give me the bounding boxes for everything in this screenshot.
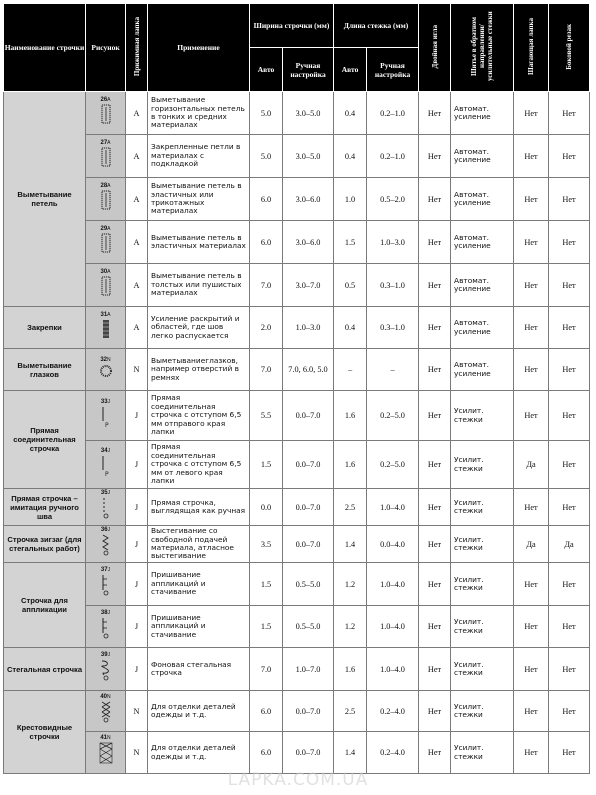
stitch-straightP-icon (86, 455, 125, 482)
twin-needle: Нет (419, 307, 451, 349)
width-manual: 0.0–7.0 (283, 441, 334, 489)
header-twin-needle: Двойная игла (419, 4, 451, 92)
stitch-straightP-icon (86, 406, 125, 433)
stitch-picture (86, 178, 126, 221)
stitch-number (86, 399, 125, 406)
length-manual: 1.0–4.0 (367, 606, 419, 648)
stitch-buttonhole-icon (86, 233, 125, 258)
walking-foot: Нет (514, 264, 549, 307)
reverse-stitch: Автомат. усиление (451, 178, 514, 221)
stitch-number-value: 33 (100, 398, 108, 405)
side-cutter: Нет (549, 221, 590, 264)
stitch-foot-code: A (107, 311, 111, 318)
table-row (4, 264, 590, 307)
stitch-picture (86, 563, 126, 606)
walking-foot: Нет (514, 92, 549, 135)
reverse-stitch: Автомат. усиление (451, 92, 514, 135)
stitch-number-value: 28 (100, 183, 108, 189)
presser-foot: N (126, 691, 148, 732)
application-text: Выметывание петель в толстых или пушистых материалах (148, 264, 250, 307)
stitch-number (86, 652, 125, 659)
presser-foot: N (126, 349, 148, 391)
side-cutter: Нет (549, 732, 590, 774)
length-auto: 0.4 (334, 307, 367, 349)
twin-needle: Нет (419, 178, 451, 221)
width-auto: 0.0 (250, 489, 283, 526)
stitch-applique-icon (86, 617, 125, 644)
reverse-stitch: Усилит. стежки (451, 489, 514, 526)
table-row (4, 307, 590, 349)
reverse-stitch: Усилит. стежки (451, 691, 514, 732)
length-auto: 1.4 (334, 732, 367, 774)
width-manual: 0.0–7.0 (283, 732, 334, 774)
width-manual: 3.0–7.0 (283, 264, 334, 307)
width-auto: 7.0 (250, 349, 283, 391)
walking-foot: Нет (514, 732, 549, 774)
width-auto: 7.0 (250, 648, 283, 691)
stitch-foot-code: A (107, 97, 111, 103)
stitch-applique-icon (86, 574, 125, 601)
stitch-picture (86, 307, 126, 349)
length-manual: 1.0–4.0 (367, 563, 419, 606)
presser-foot: A (126, 92, 148, 135)
side-cutter: Нет (549, 264, 590, 307)
header-application: Применение (148, 4, 250, 92)
stitch-number-value: 32 (100, 356, 108, 363)
header-width: Ширина строчки (мм) (250, 4, 334, 48)
stitch-picture (86, 391, 126, 441)
twin-needle: Нет (419, 606, 451, 648)
stitch-foot-code: A (107, 183, 111, 189)
table-header (4, 4, 590, 92)
application-text: Прямая соединительная строчка с отступом 6,5 мм отправого края лапки (148, 391, 250, 441)
width-auto: 3.5 (250, 526, 283, 563)
stitch-number-value: 39 (100, 652, 108, 658)
application-text: Пришивание аппликаций и стачивание (148, 606, 250, 648)
length-auto: 2.5 (334, 489, 367, 526)
reverse-stitch: Автомат. усиление (451, 349, 514, 391)
twin-needle: Нет (419, 691, 451, 732)
twin-needle: Нет (419, 441, 451, 489)
table-row (4, 178, 590, 221)
twin-needle: Нет (419, 489, 451, 526)
length-auto: 1.2 (334, 606, 367, 648)
stitch-buttonhole-icon (86, 190, 125, 215)
stitch-number-value: 29 (100, 226, 108, 232)
stitch-dashed-icon (86, 497, 125, 524)
application-text: Усиление раскрытий и областей, где шов легко распускается (148, 307, 250, 349)
twin-needle: Нет (419, 391, 451, 441)
application-text: Закрепленные петли в материалах с подкладкой (148, 135, 250, 178)
side-cutter: Нет (549, 489, 590, 526)
stitch-picture (86, 264, 126, 307)
length-manual: 0.2–4.0 (367, 732, 419, 774)
stitch-picture (86, 489, 126, 526)
stitch-foot-code: N (107, 734, 111, 741)
width-auto: 6.0 (250, 221, 283, 264)
length-auto: 2.5 (334, 691, 367, 732)
length-auto: 1.6 (334, 441, 367, 489)
walking-foot: Нет (514, 221, 549, 264)
walking-foot: Нет (514, 489, 549, 526)
stitch-buttonhole-icon (86, 104, 125, 129)
reverse-stitch: Усилит. стежки (451, 732, 514, 774)
stitch-foot-code: J (107, 652, 111, 658)
presser-foot: J (126, 441, 148, 489)
stitch-table (3, 3, 590, 774)
length-manual: 0.2–5.0 (367, 391, 419, 441)
width-auto: 6.0 (250, 732, 283, 774)
stitch-picture (86, 526, 126, 563)
width-auto: 1.5 (250, 563, 283, 606)
stitch-picture (86, 221, 126, 264)
table-row (4, 391, 590, 441)
walking-foot: Нет (514, 648, 549, 691)
header-walking-foot: Шагающая лапка (514, 4, 549, 92)
application-text: Выметывание петель в эластичных или трикотажных материалах (148, 178, 250, 221)
stitch-number (86, 610, 125, 617)
length-auto: 1.6 (334, 648, 367, 691)
stitch-stipple-icon (86, 659, 125, 686)
header-length: Длина стежка (мм) (334, 4, 419, 48)
stitch-picture (86, 441, 126, 489)
width-manual: 7.0, 6.0, 5.0 (283, 349, 334, 391)
twin-needle: Нет (419, 648, 451, 691)
stitch-number (86, 140, 125, 147)
width-manual: 3.0–6.0 (283, 178, 334, 221)
walking-foot: Нет (514, 563, 549, 606)
twin-needle: Нет (419, 732, 451, 774)
application-text: Выметывание горизонтальных петель в тонких и средних материалах (148, 92, 250, 135)
stitch-bartack-icon (86, 319, 125, 344)
length-manual: 1.0–4.0 (367, 648, 419, 691)
application-text: Для отделки деталей одежды и т.д. (148, 732, 250, 774)
width-manual: 1.0–7.0 (283, 648, 334, 691)
side-cutter: Нет (549, 648, 590, 691)
length-manual: 0.2–5.0 (367, 441, 419, 489)
twin-needle: Нет (419, 349, 451, 391)
reverse-stitch: Усилит. стежки (451, 441, 514, 489)
reverse-stitch: Усилит. стежки (451, 391, 514, 441)
stitch-foot-code: J (107, 567, 111, 573)
walking-foot: Нет (514, 391, 549, 441)
length-auto: 0.4 (334, 92, 367, 135)
reverse-stitch: Автомат. усиление (451, 221, 514, 264)
length-manual: 0.3–1.0 (367, 307, 419, 349)
length-manual: 1.0–3.0 (367, 221, 419, 264)
width-manual: 0.0–7.0 (283, 691, 334, 732)
stitch-foot-code: J (107, 398, 111, 405)
stitch-number (86, 97, 125, 104)
reverse-stitch: Усилит. стежки (451, 648, 514, 691)
application-text: Для отделки деталей одежды и т.д. (148, 691, 250, 732)
stitch-number (86, 490, 125, 497)
table-row (4, 606, 590, 648)
width-auto: 1.5 (250, 606, 283, 648)
stitch-foot-code: J (107, 527, 111, 533)
length-manual: 1.0–4.0 (367, 489, 419, 526)
table-row (4, 489, 590, 526)
stitch-foot-code: A (107, 226, 111, 232)
stitch-number (86, 735, 125, 742)
stitch-number-value: 41 (100, 734, 108, 741)
width-manual: 0.5–5.0 (283, 563, 334, 606)
stitch-number (86, 269, 125, 276)
stitch-number (86, 183, 125, 190)
twin-needle: Нет (419, 264, 451, 307)
reverse-stitch: Автомат. усиление (451, 307, 514, 349)
stitch-foot-code: J (107, 447, 111, 454)
group-name: Строчка зигзаг (для стегальных работ) (4, 526, 86, 563)
length-auto: 1.5 (334, 221, 367, 264)
header-width-manual: Ручная настройка (283, 48, 334, 92)
length-manual: 0.5–2.0 (367, 178, 419, 221)
application-text: Прямая соединительная строчка с отступом 6,5 мм от левого края лапки (148, 441, 250, 489)
walking-foot: Нет (514, 135, 549, 178)
side-cutter: Нет (549, 349, 590, 391)
header-foot: Прижимная лапка (126, 4, 148, 92)
stitch-number-value: 27 (100, 140, 108, 146)
header-name: Наименование строчки (4, 4, 86, 92)
stitch-number (86, 527, 125, 534)
stitch-number-value: 38 (100, 609, 108, 616)
stitch-number (86, 357, 125, 364)
group-name: Закрепки (4, 307, 86, 349)
stitch-crossdouble-icon (86, 742, 125, 771)
stitch-picture (86, 648, 126, 691)
width-auto: 6.0 (250, 178, 283, 221)
stitch-picture (86, 691, 126, 732)
side-cutter: Да (549, 526, 590, 563)
length-manual: 0.2–1.0 (367, 92, 419, 135)
stitch-foot-code: J (107, 490, 111, 496)
reverse-stitch: Усилит. стежки (451, 563, 514, 606)
walking-foot: Да (514, 526, 549, 563)
stitch-picture (86, 606, 126, 648)
table-row (4, 732, 590, 774)
stitch-number-value: 31 (100, 311, 108, 318)
side-cutter: Нет (549, 391, 590, 441)
presser-foot: A (126, 178, 148, 221)
walking-foot: Нет (514, 349, 549, 391)
stitch-foot-code: N (107, 694, 111, 700)
twin-needle: Нет (419, 526, 451, 563)
reverse-stitch: Усилит. стежки (451, 526, 514, 563)
side-cutter: Нет (549, 178, 590, 221)
length-manual: 0.2–4.0 (367, 691, 419, 732)
presser-foot: J (126, 606, 148, 648)
width-auto: 5.5 (250, 391, 283, 441)
presser-foot: J (126, 526, 148, 563)
application-text: Выметывание петель в эластичных материалах (148, 221, 250, 264)
stitch-foot-code: J (107, 609, 111, 616)
length-auto: 1.6 (334, 391, 367, 441)
width-manual: 3.0–5.0 (283, 135, 334, 178)
stitch-picture (86, 92, 126, 135)
width-auto: 5.0 (250, 135, 283, 178)
header-length-auto: Авто (334, 48, 367, 92)
stitch-buttonhole-icon (86, 276, 125, 301)
walking-foot: Нет (514, 691, 549, 732)
presser-foot: A (126, 307, 148, 349)
header-reverse: Шитье в обратном направлении/ усилительные стежки (451, 4, 514, 92)
presser-foot: J (126, 391, 148, 441)
group-name: Крестовидные строчки (4, 691, 86, 774)
stitch-number-value: 30 (100, 269, 108, 275)
length-auto: 0.4 (334, 135, 367, 178)
table-row (4, 441, 590, 489)
watermark: LAPKA.COM.UA (227, 770, 369, 790)
group-name: Выметывание петель (4, 92, 86, 307)
stitch-number-value: 37 (100, 567, 108, 573)
stitch-number (86, 567, 125, 574)
presser-foot: N (126, 732, 148, 774)
presser-foot: J (126, 489, 148, 526)
reverse-stitch: Усилит. стежки (451, 606, 514, 648)
presser-foot: J (126, 648, 148, 691)
table-row (4, 92, 590, 135)
width-manual: 1.0–3.0 (283, 307, 334, 349)
table-row (4, 526, 590, 563)
group-name: Прямая строчка – имитация ручного шва (4, 489, 86, 526)
table-row (4, 648, 590, 691)
stitch-number-value: 36 (100, 527, 108, 533)
application-text: Фоновая стегальная строчка (148, 648, 250, 691)
stitch-eyelet-icon (86, 364, 125, 383)
length-auto: 1.2 (334, 563, 367, 606)
width-auto: 2.0 (250, 307, 283, 349)
table-row (4, 221, 590, 264)
width-manual: 3.0–6.0 (283, 221, 334, 264)
twin-needle: Нет (419, 563, 451, 606)
presser-foot: A (126, 221, 148, 264)
length-auto: – (334, 349, 367, 391)
walking-foot: Нет (514, 307, 549, 349)
stitch-number (86, 448, 125, 455)
header-picture: Рисунок (86, 4, 126, 92)
side-cutter: Нет (549, 563, 590, 606)
svg-text:P: P (104, 470, 109, 477)
side-cutter: Нет (549, 92, 590, 135)
application-text: Выстегивание со свободной подачей материала, атласное выстегивание (148, 526, 250, 563)
stitch-number-value: 34 (100, 447, 108, 454)
stitch-number-value: 40 (100, 694, 108, 700)
width-auto: 1.5 (250, 441, 283, 489)
width-manual: 0.0–7.0 (283, 489, 334, 526)
walking-foot: Нет (514, 606, 549, 648)
twin-needle: Нет (419, 92, 451, 135)
header-width-auto: Авто (250, 48, 283, 92)
table-row (4, 135, 590, 178)
application-text: Прямая строчка, выглядящая как ручная (148, 489, 250, 526)
side-cutter: Нет (549, 307, 590, 349)
stitch-foot-code: A (107, 269, 111, 275)
width-auto: 5.0 (250, 92, 283, 135)
header-side-cutter: Боковой резак (549, 4, 590, 92)
svg-text:P: P (104, 421, 109, 428)
stitch-picture (86, 135, 126, 178)
stitch-number (86, 312, 125, 319)
table-row (4, 349, 590, 391)
header-length-manual: Ручная настройка (367, 48, 419, 92)
stitch-foot-code: N (107, 356, 111, 363)
width-manual: 0.5–5.0 (283, 606, 334, 648)
stitch-picture (86, 732, 126, 774)
side-cutter: Нет (549, 606, 590, 648)
stitch-number (86, 694, 125, 701)
width-manual: 0.0–7.0 (283, 526, 334, 563)
stitch-number-value: 35 (100, 490, 108, 496)
stitch-picture (86, 349, 126, 391)
stitch-number (86, 226, 125, 233)
width-auto: 7.0 (250, 264, 283, 307)
group-name: Прямая соединительная строчка (4, 391, 86, 489)
side-cutter: Нет (549, 441, 590, 489)
presser-foot: A (126, 135, 148, 178)
stitch-zigzag-icon (86, 534, 125, 561)
walking-foot: Да (514, 441, 549, 489)
length-manual: 0.0–4.0 (367, 526, 419, 563)
stitch-buttonhole-icon (86, 147, 125, 172)
length-auto: 1.0 (334, 178, 367, 221)
application-text: Пришивание аппликаций и стачивание (148, 563, 250, 606)
side-cutter: Нет (549, 691, 590, 732)
walking-foot: Нет (514, 178, 549, 221)
reverse-stitch: Автомат. усиление (451, 264, 514, 307)
twin-needle: Нет (419, 135, 451, 178)
table-row (4, 563, 590, 606)
width-manual: 3.0–5.0 (283, 92, 334, 135)
application-text: Выметываниеглазков, например отверстий в ремнях (148, 349, 250, 391)
length-auto: 1.4 (334, 526, 367, 563)
width-auto: 6.0 (250, 691, 283, 732)
length-manual: 0.3–1.0 (367, 264, 419, 307)
stitch-cross-icon (86, 701, 125, 728)
length-manual: 0.2–1.0 (367, 135, 419, 178)
width-manual: 0.0–7.0 (283, 391, 334, 441)
length-auto: 0.5 (334, 264, 367, 307)
side-cutter: Нет (549, 135, 590, 178)
group-name: Строчка для аппликации (4, 563, 86, 648)
stitch-foot-code: A (107, 140, 111, 146)
group-name: Стегальная строчка (4, 648, 86, 691)
group-name: Выметывание глазков (4, 349, 86, 391)
table-body (4, 92, 590, 774)
presser-foot: A (126, 264, 148, 307)
reverse-stitch: Автомат. усиление (451, 135, 514, 178)
length-manual: – (367, 349, 419, 391)
stitch-number-value: 26 (100, 97, 108, 103)
table-row (4, 691, 590, 732)
presser-foot: J (126, 563, 148, 606)
twin-needle: Нет (419, 221, 451, 264)
